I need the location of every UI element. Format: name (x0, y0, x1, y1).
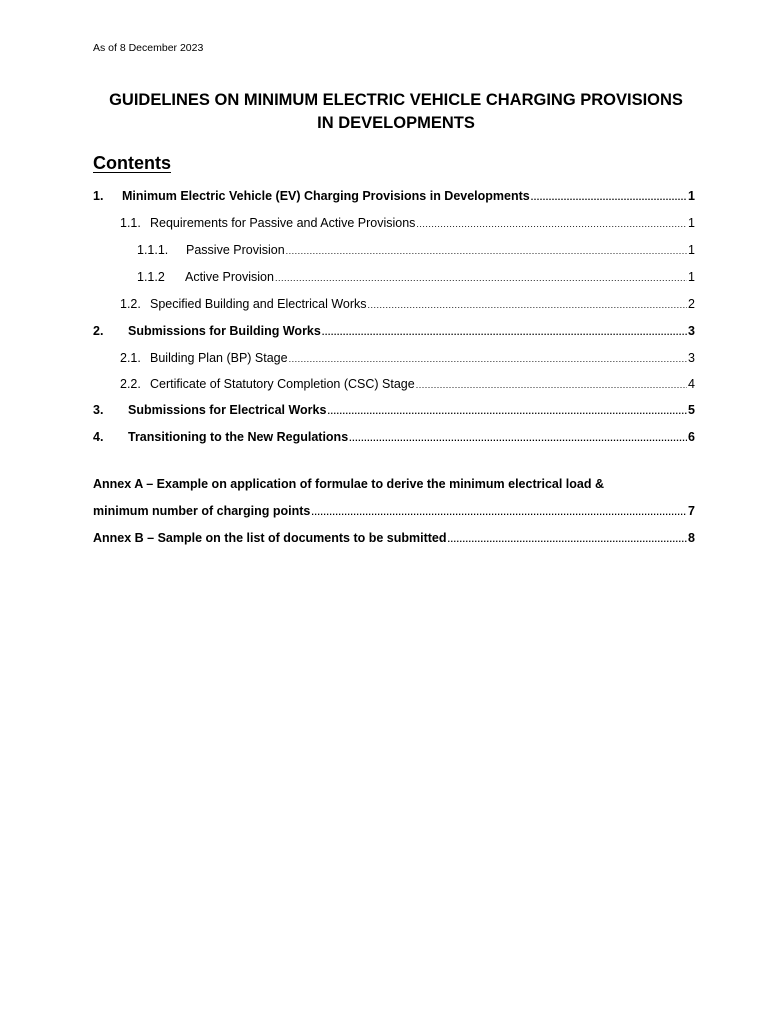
toc-annex-b[interactable] (93, 531, 695, 549)
toc-entry-number: 4. (93, 430, 104, 444)
toc-dot-leader (275, 273, 687, 283)
toc-entry-page: 1 (688, 189, 695, 203)
toc-entry-page: 4 (688, 377, 695, 391)
toc-dot-leader (416, 219, 687, 229)
toc-entry-1-2[interactable] (120, 297, 695, 315)
toc-entry-4[interactable] (93, 430, 695, 448)
toc-entry-label: Submissions for Building Works (128, 324, 321, 338)
document-date: As of 8 December 2023 (93, 42, 204, 54)
toc-entry-2-1[interactable] (120, 351, 695, 369)
toc-dot-leader (322, 327, 687, 337)
document-title (90, 89, 702, 135)
toc-entry-2-2[interactable] (120, 377, 695, 395)
toc-entry-page: 1 (688, 243, 695, 257)
toc-entry-page: 8 (688, 531, 695, 545)
toc-entry-number: 1.1.2 (137, 270, 165, 284)
toc-entry-number: 1.1. (120, 216, 141, 230)
toc-entry-number: 2.2. (120, 377, 141, 391)
toc-entry-page: 7 (688, 504, 695, 518)
toc-entry-page: 2 (688, 297, 695, 311)
toc-entry-page: 6 (688, 430, 695, 444)
toc-entry-number: 1.2. (120, 297, 141, 311)
toc-annex-a-first-line[interactable]: Annex A – Example on application of formulae to derive the minimum electrical load & (93, 477, 604, 491)
toc-entry-3[interactable] (93, 403, 695, 421)
toc-entry-number: 1.1.1. (137, 243, 169, 257)
toc-dot-leader (531, 192, 687, 202)
toc-entry-label: Certificate of Statutory Completion (CSC) Stage (150, 377, 415, 391)
document-title-line-1: GUIDELINES ON MINIMUM ELECTRIC VEHICLE CHARGING PROVISIONS (109, 91, 683, 109)
contents-heading: Contents (93, 153, 171, 173)
toc-entry-page: 1 (688, 216, 695, 230)
toc-entry-1-1[interactable] (120, 216, 695, 234)
toc-entry-2[interactable] (93, 324, 695, 342)
toc-dot-leader (327, 406, 687, 416)
document-title-line-2: IN DEVELOPMENTS (317, 114, 475, 132)
toc-entry-1[interactable] (93, 189, 695, 207)
toc-entry-label: Requirements for Passive and Active Provisions (150, 216, 416, 230)
toc-entry-page: 3 (688, 324, 695, 338)
toc-entry-number: 1. (93, 189, 104, 203)
toc-entry-number: 2.1. (120, 351, 141, 365)
toc-entry-1-1-2[interactable] (137, 270, 695, 288)
toc-entry-label: Annex B – Sample on the list of documents to be submitted (93, 531, 447, 545)
toc-entry-number: 3. (93, 403, 104, 417)
toc-entry-1-1-1[interactable] (137, 243, 695, 261)
toc-dot-leader (349, 433, 687, 443)
toc-dot-leader (448, 534, 688, 544)
toc-entry-label: Transitioning to the New Regulations (128, 430, 349, 444)
toc-entry-label: Active Provision (185, 270, 274, 284)
toc-annex-a[interactable] (93, 504, 695, 522)
toc-entry-label: Passive Provision (186, 243, 285, 257)
toc-dot-leader (286, 246, 687, 256)
toc-dot-leader (416, 380, 687, 390)
toc-entry-label: Submissions for Electrical Works (128, 403, 327, 417)
toc-entry-label: Building Plan (BP) Stage (150, 351, 288, 365)
toc-dot-leader (289, 354, 687, 364)
toc-entry-label: Minimum Electric Vehicle (EV) Charging Provisions in Developments (122, 189, 530, 203)
toc-entry-page: 5 (688, 403, 695, 417)
toc-entry-page: 1 (688, 270, 695, 284)
toc-dot-leader (311, 507, 687, 517)
toc-entry-label: minimum number of charging points (93, 504, 311, 518)
toc-dot-leader (368, 300, 688, 310)
toc-entry-label: Specified Building and Electrical Works (150, 297, 367, 311)
toc-entry-page: 3 (688, 351, 695, 365)
toc-entry-number: 2. (93, 324, 104, 338)
